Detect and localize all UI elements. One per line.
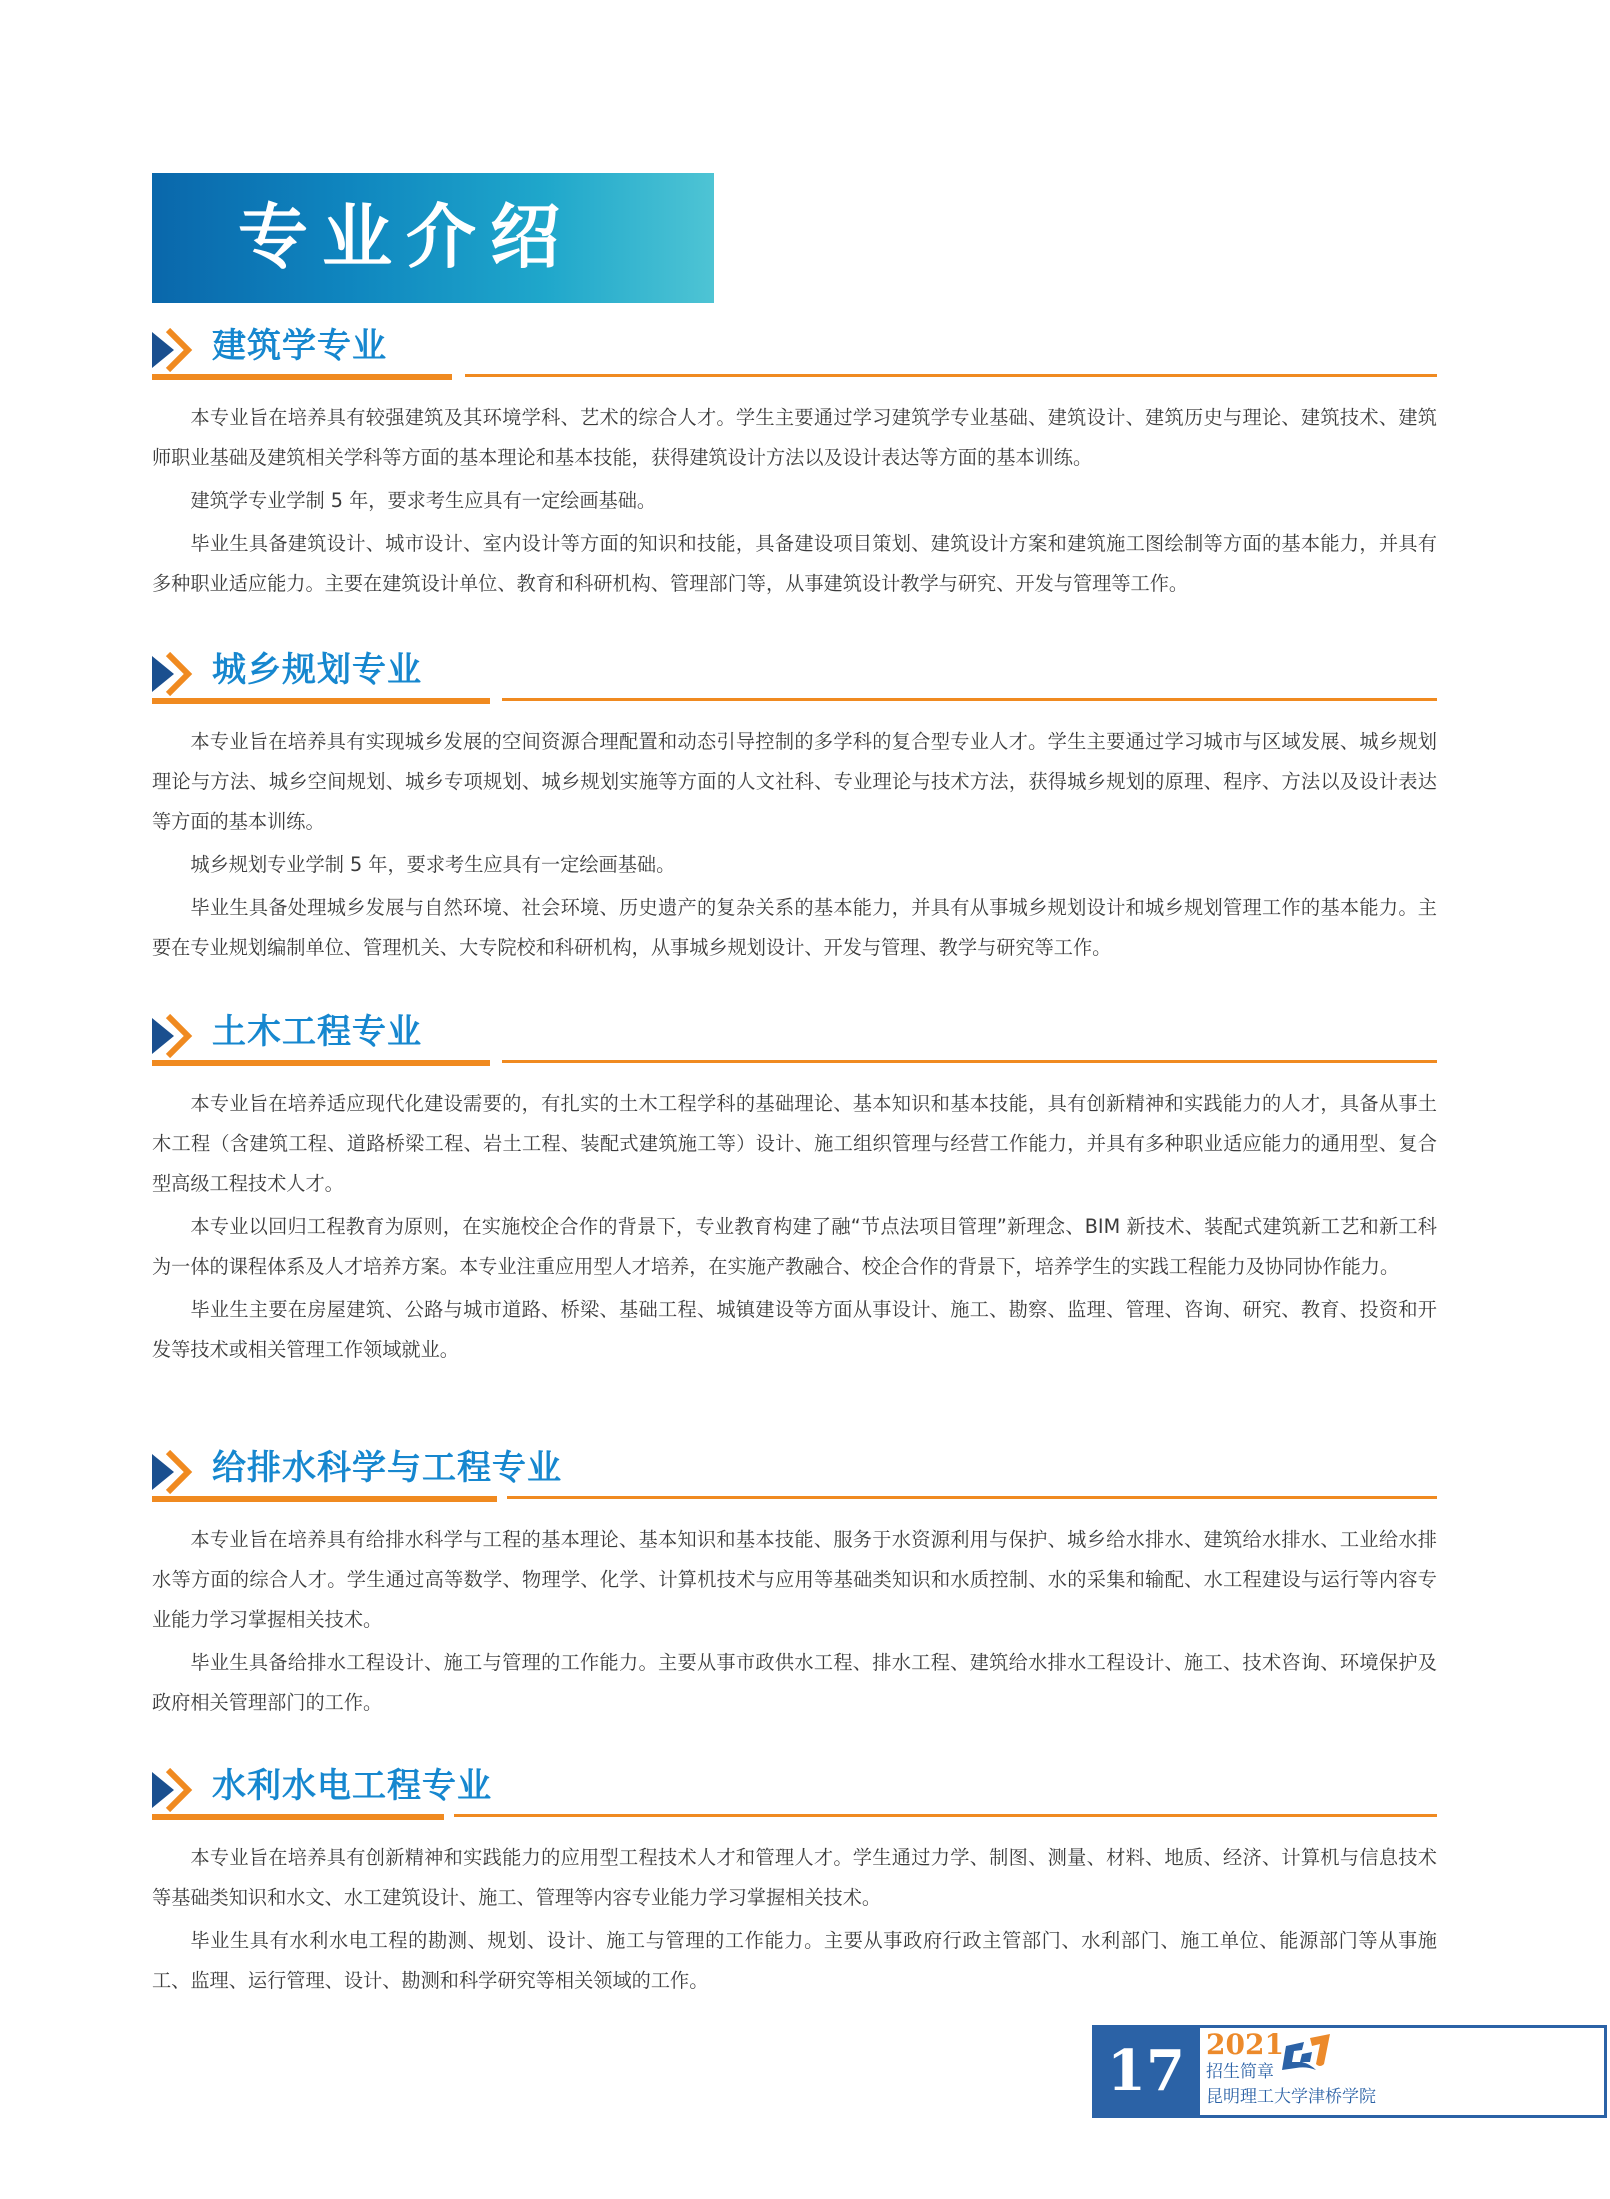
footer-school-name: 昆明理工大学津桥学院 <box>1206 2087 1376 2107</box>
section-heading <box>152 1444 1437 1502</box>
paragraph: 本专业旨在培养具有实现城乡发展的空间资源合理配置和动态引导控制的多学科的复合型专业人才。学生主要通过学习城市与区域发展、城乡规划理论与方法、城乡空间规划、城乡专项规划、城乡规划实施等方面的人文社科、专业理论与技术方法，获得城乡规划的原理、程序、方法以及设计表达等方面的基本训练。 <box>152 730 1437 833</box>
heading-underline <box>152 698 490 704</box>
double-chevron-right-icon <box>152 1768 202 1812</box>
heading-underline <box>152 374 452 380</box>
footer-brand-box <box>1200 2025 1607 2118</box>
paragraph: 本专业旨在培养具有给排水科学与工程的基本理论、基本知识和基本技能、服务于水资源利用与保护、城乡给水排水、建筑给水排水、工业给水排水等方面的综合人才。学生通过高等数学、物理学、化学、计算机技术与应用等基础类知识和水质控制、水的采集和输配、水工程建设与运行等内容专业能力学习掌握相关技术。 <box>152 1528 1437 1631</box>
paragraph: 毕业生具备处理城乡发展与自然环境、社会环境、历史遗产的复杂关系的基本能力，并具有从事城乡规划设计和城乡规划管理工作的基本能力。主要在专业规划编制单位、管理机关、大专院校和科研机构，从事城乡规划设计、开发与管理、教学与研究等工作。 <box>152 896 1437 959</box>
section-title: 建筑学专业 <box>212 326 387 366</box>
heading-rule <box>507 1496 1437 1499</box>
double-chevron-right-icon <box>152 652 202 696</box>
paragraph: 本专业旨在培养具有创新精神和实践能力的应用型工程技术人才和管理人才。学生通过力学、制图、测量、材料、地质、经济、计算机与信息技术等基础类知识和水文、水工建筑设计、施工、管理等内容专业能力学习掌握相关技术。 <box>152 1846 1437 1909</box>
heading-underline <box>152 1814 444 1820</box>
section-water-supply-drainage <box>152 1444 1437 1726</box>
paragraph: 本专业旨在培养具有较强建筑及其环境学科、艺术的综合人才。学生主要通过学习建筑学专业基础、建筑设计、建筑历史与理论、建筑技术、建筑师职业基础及建筑相关学科等方面的基本理论和基本技能，获得建筑设计方法以及设计表达等方面的基本训练。 <box>152 406 1437 469</box>
section-title: 城乡规划专业 <box>212 650 422 690</box>
paragraph: 本专业旨在培养适应现代化建设需要的，有扎实的土木工程学科的基础理论、基本知识和基本技能，具有创新精神和实践能力的人才，具备从事土木工程（含建筑工程、道路桥梁工程、岩土工程、装配式建筑施工等）设计、施工组织管理与经营工作能力，并具有多种职业适应能力的通用型、复合型高级工程技术人才。 <box>152 1092 1437 1195</box>
heading-rule <box>465 374 1437 377</box>
heading-rule <box>502 698 1437 701</box>
section-urban-planning <box>152 646 1437 971</box>
section-heading <box>152 322 1437 380</box>
paragraph: 建筑学专业学制 5 年，要求考生应具有一定绘画基础。 <box>190 489 657 512</box>
paragraph: 毕业生主要在房屋建筑、公路与城市道路、桥梁、基础工程、城镇建设等方面从事设计、施工、勘察、监理、管理、咨询、研究、教育、投资和开发等技术或相关管理工作领域就业。 <box>152 1298 1437 1361</box>
page-title: 专业介绍 <box>238 196 574 278</box>
heading-underline <box>152 1060 490 1066</box>
double-chevron-right-icon <box>152 1014 202 1058</box>
title-banner <box>152 173 714 303</box>
double-chevron-right-icon <box>152 1450 202 1494</box>
footer-year: 2021 <box>1206 2028 1284 2061</box>
section-heading <box>152 1762 1437 1820</box>
page-number-block <box>1092 2025 1200 2118</box>
footer-subtitle: 招生简章 <box>1206 2062 1274 2082</box>
section-heading <box>152 1008 1437 1066</box>
heading-underline <box>152 1496 497 1502</box>
section-architecture <box>152 322 1437 607</box>
section-title: 土木工程专业 <box>212 1012 422 1052</box>
section-hydraulic-engineering <box>152 1762 1437 2004</box>
section-title: 水利水电工程专业 <box>212 1766 492 1806</box>
heading-rule <box>454 1814 1437 1817</box>
paragraph: 毕业生具备建筑设计、城市设计、室内设计等方面的知识和技能，具备建设项目策划、建筑设计方案和建筑施工图绘制等方面的基本能力，并具有多种职业适应能力。主要在建筑设计单位、教育和科研机构、管理部门等，从事建筑设计教学与研究、开发与管理等工作。 <box>152 532 1437 595</box>
school-logo-icon <box>1280 2032 1336 2076</box>
section-heading <box>152 646 1437 704</box>
paragraph: 城乡规划专业学制 5 年，要求考生应具有一定绘画基础。 <box>190 853 676 876</box>
heading-rule <box>502 1060 1437 1063</box>
paragraph: 本专业以回归工程教育为原则，在实施校企合作的背景下，专业教育构建了融“节点法项目管理”新理念、BIM 新技术、装配式建筑新工艺和新工科为一体的课程体系及人才培养方案。本专业注重应用型人才培养，在实施产教融合、校企合作的背景下，培养学生的实践工程能力及协同协作能力。 <box>152 1215 1437 1278</box>
paragraph: 毕业生具备给排水工程设计、施工与管理的工作能力。主要从事市政供水工程、排水工程、建筑给水排水工程设计、施工、技术咨询、环境保护及政府相关管理部门的工作。 <box>152 1651 1437 1714</box>
section-title: 给排水科学与工程专业 <box>212 1448 562 1488</box>
page-number: 17 <box>1107 2038 1185 2104</box>
section-civil-engineering <box>152 1008 1437 1373</box>
double-chevron-right-icon <box>152 328 202 372</box>
paragraph: 毕业生具有水利水电工程的勘测、规划、设计、施工与管理的工作能力。主要从事政府行政主管部门、水利部门、施工单位、能源部门等从事施工、监理、运行管理、设计、勘测和科学研究等相关领域的工作。 <box>152 1929 1437 1992</box>
